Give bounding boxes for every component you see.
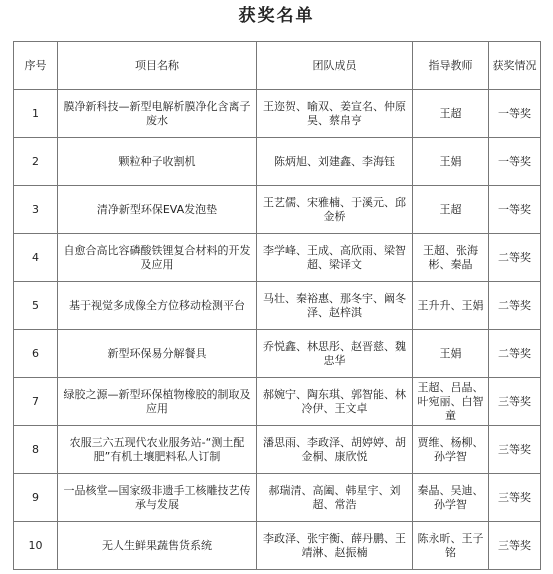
cell-team: 李学峰、王成、高欣雨、梁智超、梁译文 <box>257 234 413 282</box>
cell-no: 6 <box>14 330 58 378</box>
table-row <box>14 90 541 138</box>
cell-team: 马壮、秦裕惠、那冬宇、阚冬泽、赵梓淇 <box>257 282 413 330</box>
header-advisor: 指导教师 <box>413 42 489 90</box>
cell-advisor: 王超 <box>413 90 489 138</box>
table-header-row <box>14 42 541 90</box>
cell-award: 一等奖 <box>489 138 541 186</box>
cell-no: 5 <box>14 282 58 330</box>
table-row <box>14 234 541 282</box>
header-team: 团队成员 <box>257 42 413 90</box>
cell-team: 李政泽、张宇衡、薛丹鹏、王靖淋、赵振楠 <box>257 522 413 570</box>
cell-project: 基于视觉多成像全方位移动检测平台 <box>58 282 257 330</box>
header-project: 项目名称 <box>58 42 257 90</box>
cell-team: 郝婉宁、陶东琪、郭智能、林冷伊、王文卓 <box>257 378 413 426</box>
cell-advisor: 王娟 <box>413 138 489 186</box>
cell-project: 新型环保易分解餐具 <box>58 330 257 378</box>
cell-project: 绿胶之源—新型环保植物橡胶的制取及应用 <box>58 378 257 426</box>
cell-advisor: 王超、张海彬、秦晶 <box>413 234 489 282</box>
cell-team: 陈炳旭、刘建鑫、李海钰 <box>257 138 413 186</box>
cell-team: 王艺儒、宋雅楠、于溪元、邱金桥 <box>257 186 413 234</box>
cell-advisor: 王娟 <box>413 330 489 378</box>
cell-no: 9 <box>14 474 58 522</box>
cell-award: 三等奖 <box>489 378 541 426</box>
cell-no: 8 <box>14 426 58 474</box>
cell-project: 自愈合高比容磷酸铁锂复合材料的开发及应用 <box>58 234 257 282</box>
header-no: 序号 <box>14 42 58 90</box>
cell-award: 二等奖 <box>489 282 541 330</box>
page-title: 获奖名单 <box>238 6 315 26</box>
cell-project: 无人生鲜果蔬售货系统 <box>58 522 257 570</box>
cell-no: 2 <box>14 138 58 186</box>
cell-advisor: 王超、吕晶、叶宛丽、白智童 <box>413 378 489 426</box>
award-table <box>13 41 541 570</box>
cell-advisor: 陈永昕、王子铭 <box>413 522 489 570</box>
cell-no: 3 <box>14 186 58 234</box>
table-row <box>14 474 541 522</box>
cell-project: 膜净新科技—新型电解析膜净化含离子废水 <box>58 90 257 138</box>
table-row <box>14 330 541 378</box>
cell-award: 三等奖 <box>489 426 541 474</box>
cell-team: 乔悦鑫、林思彤、赵晋慈、魏忠华 <box>257 330 413 378</box>
cell-project: 农服三六五现代农业服务站-“测土配肥”有机土壤肥料私人订制 <box>58 426 257 474</box>
cell-award: 三等奖 <box>489 474 541 522</box>
cell-advisor: 贾维、杨柳、孙学智 <box>413 426 489 474</box>
cell-advisor: 秦晶、吴迪、孙学智 <box>413 474 489 522</box>
cell-award: 二等奖 <box>489 330 541 378</box>
table-row <box>14 282 541 330</box>
cell-no: 4 <box>14 234 58 282</box>
cell-project: 颗粒种子收割机 <box>58 138 257 186</box>
cell-project: 一品核堂—国家级非遗手工核雕技艺传承与发展 <box>58 474 257 522</box>
cell-team: 潘思雨、李政泽、胡婷婷、胡金桐、康欣悦 <box>257 426 413 474</box>
cell-award: 一等奖 <box>489 90 541 138</box>
cell-award: 一等奖 <box>489 186 541 234</box>
cell-award: 三等奖 <box>489 522 541 570</box>
cell-award: 二等奖 <box>489 234 541 282</box>
table-row <box>14 138 541 186</box>
cell-project: 清净新型环保EVA发泡垫 <box>58 186 257 234</box>
cell-advisor: 王超 <box>413 186 489 234</box>
cell-no: 10 <box>14 522 58 570</box>
cell-team: 郝瑞清、高阖、韩星宇、刘超、常浩 <box>257 474 413 522</box>
cell-team: 王迩贺、喻双、姜宣名、仲原昊、蔡帛亨 <box>257 90 413 138</box>
table-row <box>14 426 541 474</box>
table-row <box>14 522 541 570</box>
table-row <box>14 378 541 426</box>
cell-advisor: 王升升、王娟 <box>413 282 489 330</box>
header-award: 获奖情况 <box>489 42 541 90</box>
cell-no: 7 <box>14 378 58 426</box>
cell-no: 1 <box>14 90 58 138</box>
table-row <box>14 186 541 234</box>
